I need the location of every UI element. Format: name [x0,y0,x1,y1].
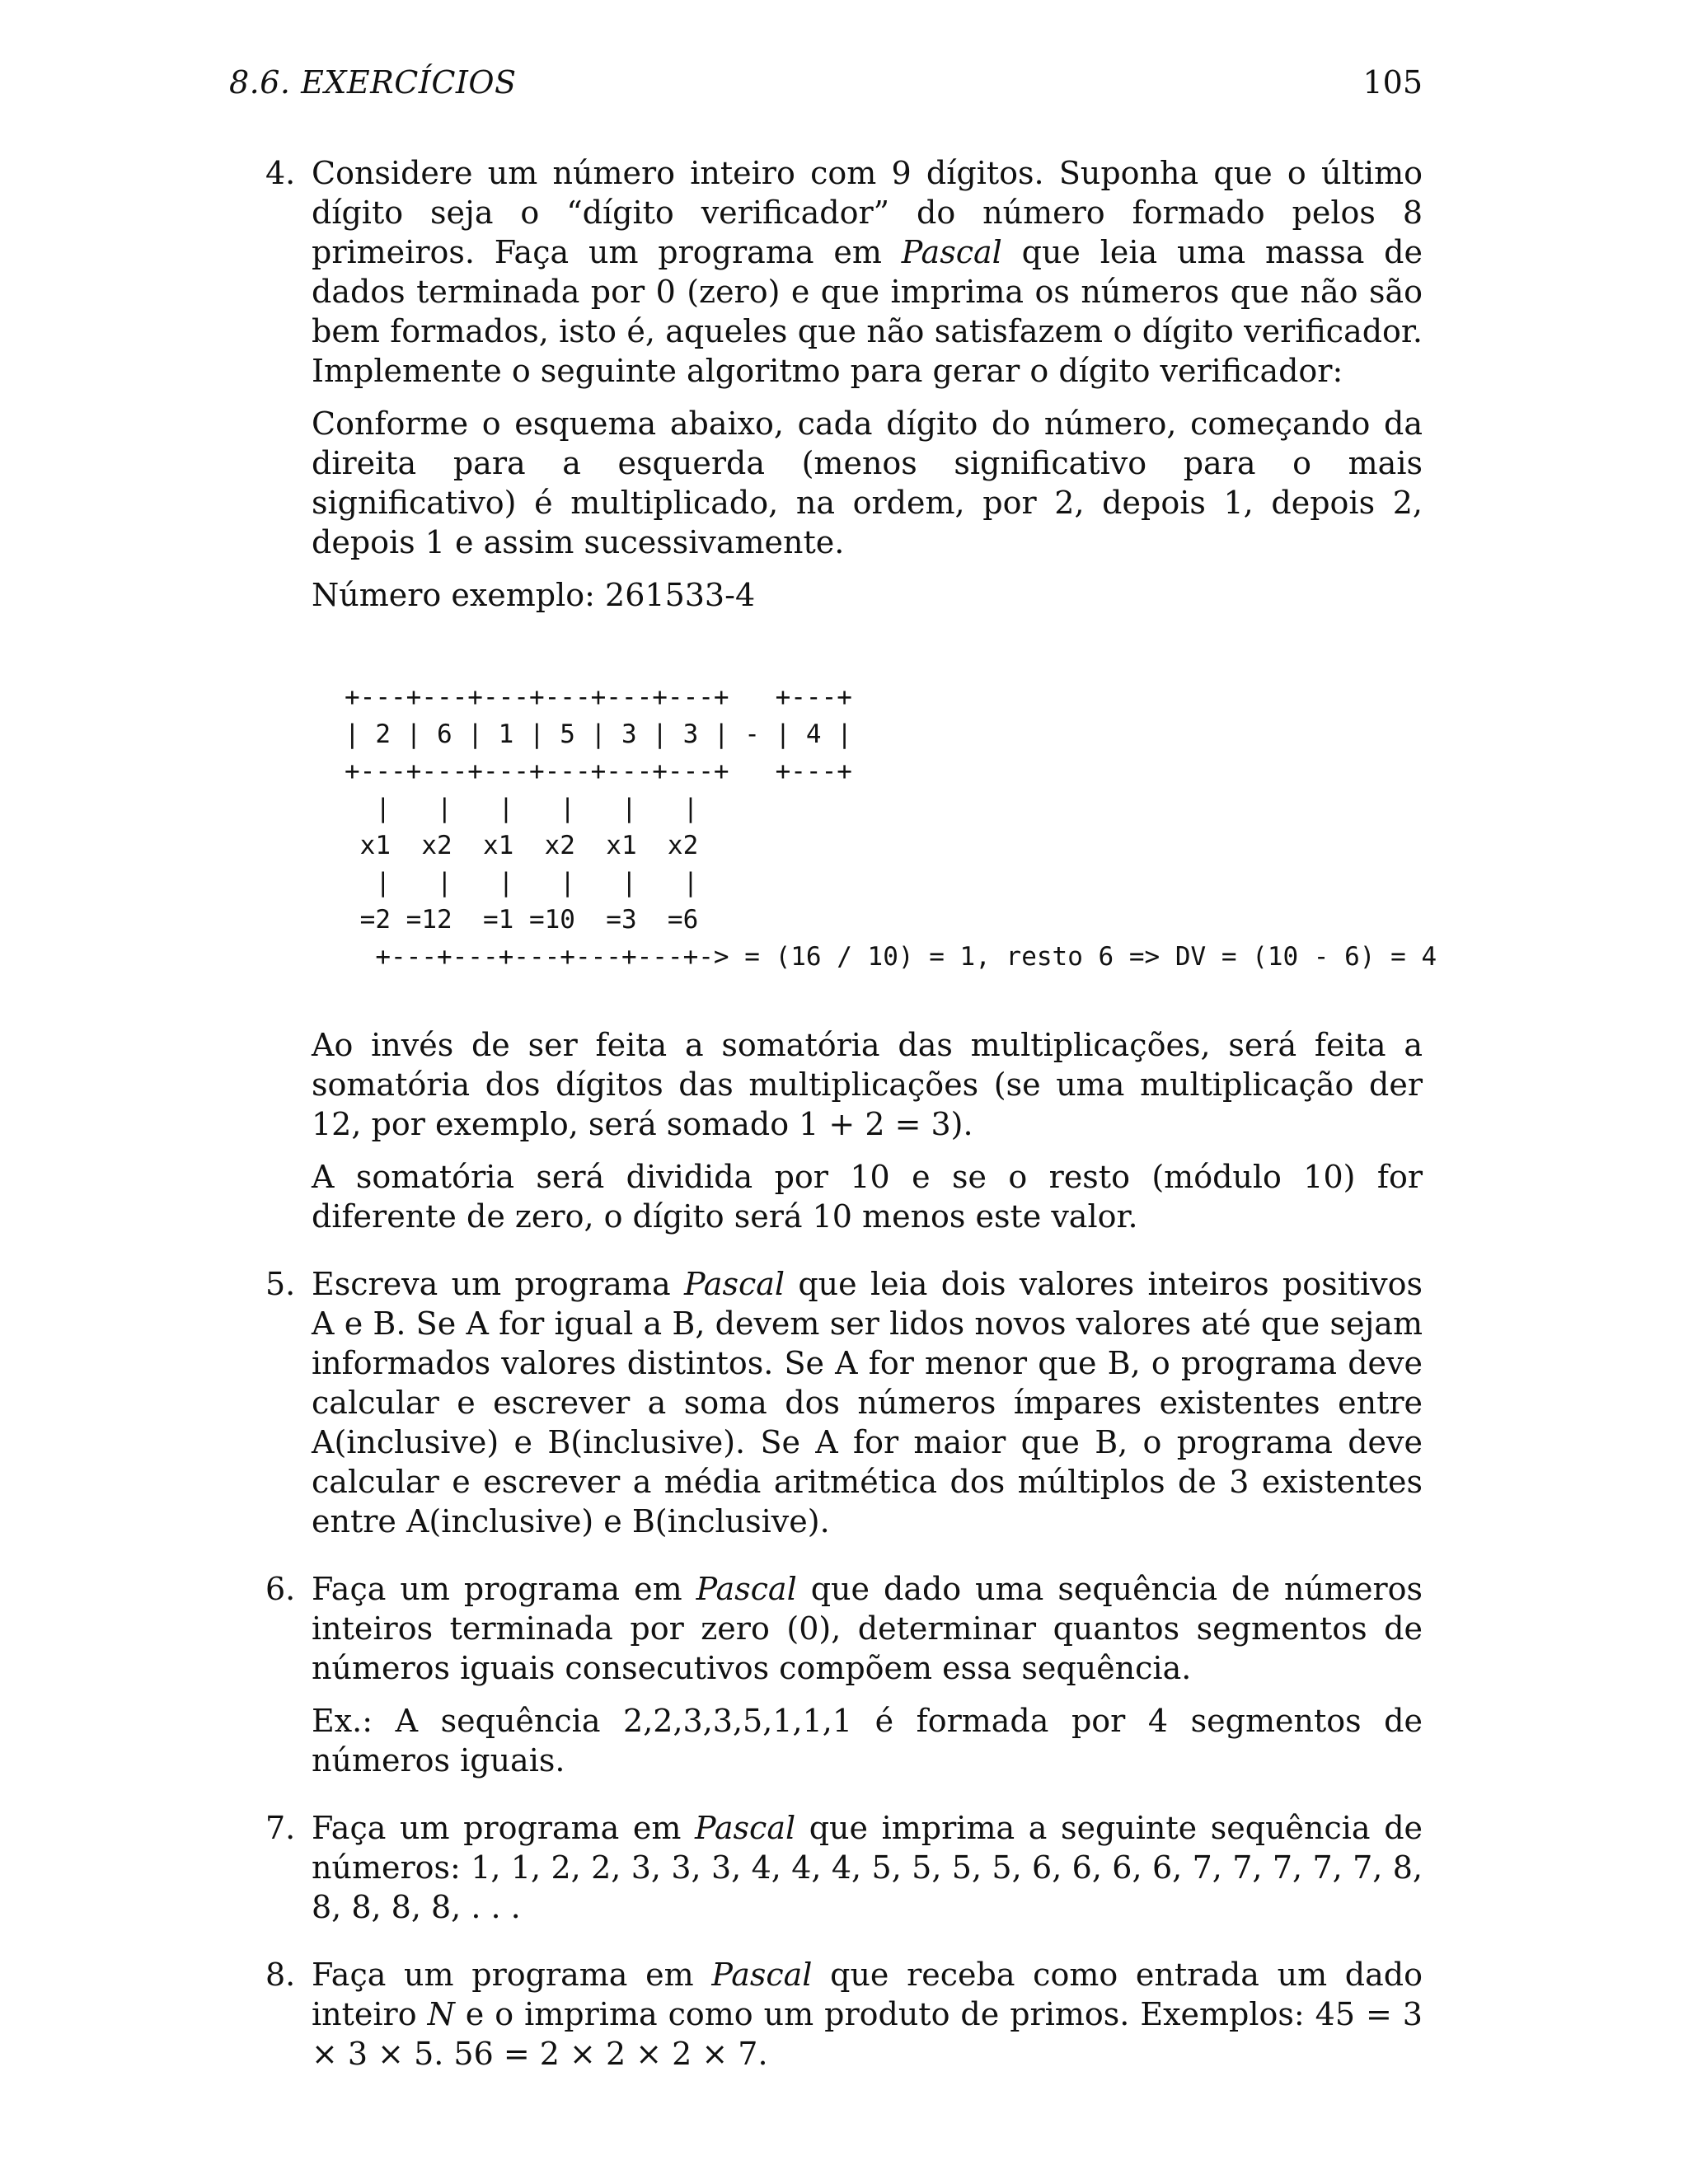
text-run: Considere um número inteiro com 9 dígitos. Suponha que o último dígito seja o “dígito verificador” do número formado pelos 8 primeiros. Faça um programa em [312,155,1423,270]
text-run: que receba como entrada um dado inteiro [312,1957,1423,2032]
text-run: que leia dois valores inteiros positivos A e B. Se A for igual a B, devem ser lidos novos valores até que sejam informados valores distintos. Se A for menor que B, o programa deve calcular e escrever a soma dos números ímpares existentes entre A(inclusive) e B(inclusive). Se A for maior que B, o programa deve calcular e escrever a média aritmética dos múltiplos de 3 existentes entre A(inclusive) e B(inclusive). [312,1266,1423,1540]
example-number: Número exemplo: 261533-4 [312,577,756,613]
exercise-4-scheme-description: Conforme o esquema abaixo, cada dígito do número, começando da direita para a esquerda (menos significativo para o mais significativo) é multiplicado, na ordem, por 2, depois 1, depois 2, depois 1 e assim sucessivamente. [312,405,1423,560]
text-run: Escreva um programa [312,1266,684,1302]
exercise-4-note-modulo: A somatória será dividida por 10 e se o resto (módulo 10) for diferente de zero, o dígito será 10 menos este valor. [312,1159,1423,1235]
exercise-4 [229,153,1437,1236]
exercise-6-statement [312,1569,1423,1688]
text-run: que dado uma sequência de números inteiros terminada por zero (0), determinar quantos segmentos de números iguais consecutivos compõem essa sequência. [312,1571,1423,1686]
pascal-term: Pascal [901,234,1002,270]
pascal-term: Pascal [683,1266,785,1302]
pascal-term: Pascal [695,1810,796,1846]
exercise-4-note-sum: Ao invés de ser feita a somatória das multiplicações, será feita a somatória dos dígitos das multiplicações (se uma multiplicação der 12, por exemplo, será somado 1 + 2 = 3). [312,1027,1423,1142]
exercise-number: 6. [265,1571,296,1607]
exercise-8 [229,1955,1423,2074]
text-run: e o imprima como um produto de primos. Exemplos: 45 = 3 × 3 × 5. 56 = 2 × 2 × 2 × 7. [312,1996,1423,2072]
page-body [229,153,1437,2102]
exercise-4-statement [312,153,1423,391]
text-run: que imprima a seguinte sequência de números: 1, 1, 2, 2, 3, 3, 3, 4, 4, 4, 5, 5, 5, 5, 6, 6, 6, 6, 7, 7, 7, 7, 7, 8, 8, 8, 8, 8, . . . [312,1810,1423,1925]
exercise-6 [229,1569,1423,1780]
page-number: 105 [1362,64,1423,101]
text-run: Faça um programa em [312,1571,696,1607]
exercise-number: 7. [265,1810,296,1846]
exercise-number: 5. [265,1266,296,1302]
exercise-number: 8. [265,1957,296,1993]
exercise-7 [229,1808,1423,1927]
text-run: Faça um programa em [312,1810,696,1846]
check-digit-diagram: +---+---+---+---+---+---+ +---+ | 2 | 6 | 1 | 5 | 3 | 3 | - | 4 | +---+---+---+---+---+---+ +---+ | | | | | | x1 x2 x1 x2 x1 x2 | | | | | | =2 =12 =1 =10 =3 =6 +---+---+---+---+---+-> = (16 / 10) = 1, resto 6 => DV = (10 - 6) = 4 [345,682,1437,972]
exercise-8-statement [312,1955,1423,2074]
section-title: 8.6. EXERCÍCIOS [229,64,517,101]
text-run: que leia uma massa de dados terminada por 0 (zero) e que imprima os números que não são bem formados, isto é, aqueles que não satisfazem o dígito verificador. Implemente o seguinte algoritmo para gerar o dígito verificador: [312,234,1423,389]
pascal-term: Pascal [696,1571,797,1607]
exercise-5 [229,1264,1423,1541]
variable-n: N [427,1996,455,2032]
page-header [229,64,1423,114]
pascal-term: Pascal [711,1957,813,1993]
exercise-5-statement [312,1264,1423,1541]
text-run: Faça um programa em [312,1957,712,1993]
exercise-7-statement [312,1808,1423,1927]
exercise-6-example: Ex.: A sequência 2,2,3,3,5,1,1,1 é formada por 4 segmentos de números iguais. [312,1703,1423,1779]
exercise-number: 4. [265,155,296,191]
